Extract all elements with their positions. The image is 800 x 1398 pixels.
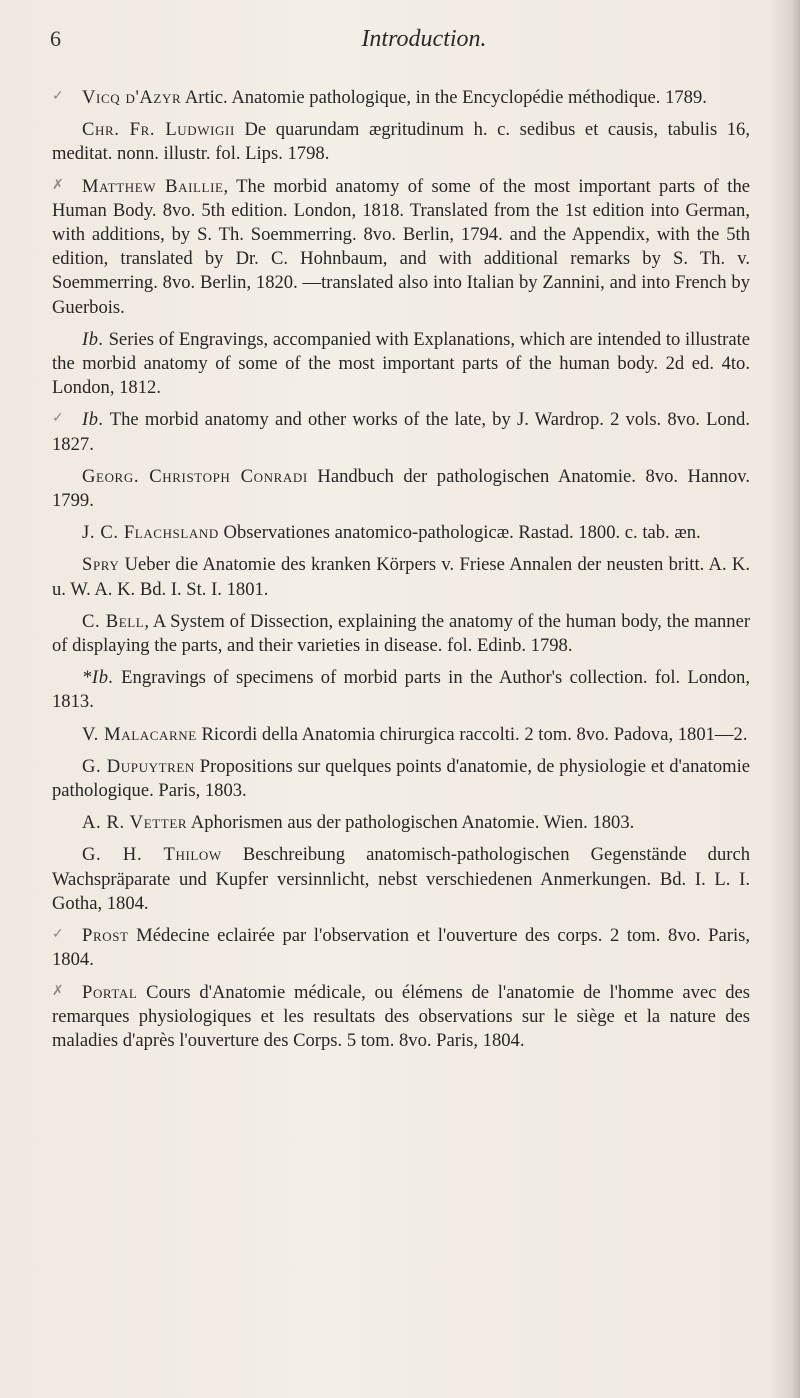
running-title: Introduction. <box>361 26 487 52</box>
entry-text: Artic. Anatomie pathologique, in the Encyclopédie méthodique. 1789. <box>181 87 707 108</box>
bibliography-entry <box>52 666 750 714</box>
entry-text: Handbuch der pathologischen Anatomie. 8vo. Hannov. 1799. <box>52 465 750 512</box>
bibliography-entry <box>52 521 750 545</box>
entry-author: G. H. Thilow <box>82 844 222 866</box>
bibliography-list <box>52 86 750 1061</box>
entry-text: Ueber die Anatomie des kranken Körpers v. Friese Annalen der neusten britt. A. K. u. W. A. K. Bd. I. St. I. 1801. <box>52 554 750 600</box>
entry-author: Portal <box>82 981 138 1003</box>
bibliography-entry <box>52 811 750 835</box>
entry-author: Chr. Fr. Ludwigii <box>82 119 235 141</box>
margin-mark: ✓ <box>52 926 64 943</box>
entry-author: Georg. Christoph Conradi <box>82 465 308 487</box>
page-header <box>50 26 750 60</box>
entry-author: V. Malacarne <box>82 723 197 745</box>
bibliography-entry <box>52 118 750 166</box>
bibliography-entry <box>52 408 750 456</box>
bibliography-entry <box>52 723 750 747</box>
margin-mark: ✗ <box>52 176 64 193</box>
bibliography-entry <box>52 981 750 1054</box>
margin-mark: ✗ <box>52 982 64 999</box>
bibliography-entry <box>52 465 750 513</box>
entry-author: *Ib. <box>82 667 114 689</box>
entry-text: , The morbid anatomy of some of the most important parts of the Human Body. 8vo. 5th edition. London, 1818. Translated from the 1st edition into German, with additions, by S. Th. Soemmerring. 8vo. Berlin, 1794. and the Appendix, with the 5th edition, translated by Dr. C. Hohnbaum, and with additional remarks by S. Th. v. Soemmerring. 8vo. Berlin, 1820. —translated also into Italian by Zannini, and into French by Guerbois. <box>52 175 750 318</box>
entry-author: J. C. Flachsland <box>82 522 219 544</box>
entry-text: , A System of Dissection, explaining the anatomy of the human body, the manner of displaying the parts, and their varieties in disease. fol. Edinb. 1798. <box>52 610 751 657</box>
entry-author: Ib. <box>82 328 104 350</box>
entry-text: Beschreibung anatomisch-pathologischen Gegenstände durch Wachspräparate und Kupfer versinnlicht, nebst verschiedenen Anmerkungen. Bd. I. L. I. Gotha, 1804. <box>52 844 750 914</box>
bibliography-entry <box>52 175 750 320</box>
entry-text: Aphorismen aus der pathologischen Anatomie. Wien. 1803. <box>187 812 635 834</box>
entry-author: Prost <box>82 925 129 947</box>
bibliography-entry <box>52 755 750 803</box>
entry-author: A. R. Vetter <box>82 812 188 834</box>
entry-text: Ricordi della Anatomia chirurgica raccolti. 2 tom. 8vo. Padova, 1801—2. <box>196 723 748 745</box>
entry-author: C. Bell <box>82 610 145 632</box>
bibliography-entry <box>52 924 750 972</box>
entry-text: Engravings of specimens of morbid parts in the Author's collection. fol. London, 1813. <box>52 667 750 713</box>
entry-text: Propositions sur quelques points d'anatomie, de physiologie et d'anatomie pathologique. Paris, 1803. <box>52 755 750 802</box>
entry-text: De quarundam ægritudinum h. c. sedibus et causis, tabulis 16, meditat. nonn. illustr. fol. Lips. 1798. <box>52 119 750 165</box>
bibliography-entry <box>52 86 750 110</box>
margin-mark: ✓ <box>52 88 64 104</box>
entry-author: G. Dupuytren <box>82 755 195 777</box>
entry-author: Matthew Baillie <box>82 175 224 197</box>
page-number: 6 <box>50 26 61 51</box>
entry-text: Médecine eclairée par l'observation et l'ouverture des corps. 2 tom. 8vo. Paris, 1804. <box>52 925 750 971</box>
entry-author: Ib. <box>82 409 104 431</box>
entry-text: Cours d'Anatomie médicale, ou élémens de l'anatomie de l'homme avec des remarques physiologiques et les resultats des observations sur le siège et la nature des maladies d'après l'ouverture des Corps. 5 tom. 8vo. Paris, 1804. <box>52 981 750 1051</box>
bibliography-entry <box>52 328 750 401</box>
bibliography-entry <box>52 843 750 916</box>
entry-text: Observationes anatomico-pathologicæ. Rastad. 1800. c. tab. æn. <box>218 522 701 544</box>
margin-mark: ✓ <box>52 410 64 427</box>
bibliography-entry <box>52 553 750 601</box>
entry-author: Vicq d'Azyr <box>82 87 182 108</box>
entry-text: The morbid anatomy and other works of the late, by J. Wardrop. 2 vols. 8vo. Lond. 1827. <box>52 409 750 455</box>
entry-text: Series of Engravings, accompanied with Explanations, which are intended to illustrate the morbid anatomy of some of the most important parts of the human body. 2d ed. 4to. London, 1812. <box>52 328 750 399</box>
bibliography-entry <box>52 610 750 658</box>
entry-author: Spry <box>82 554 120 576</box>
